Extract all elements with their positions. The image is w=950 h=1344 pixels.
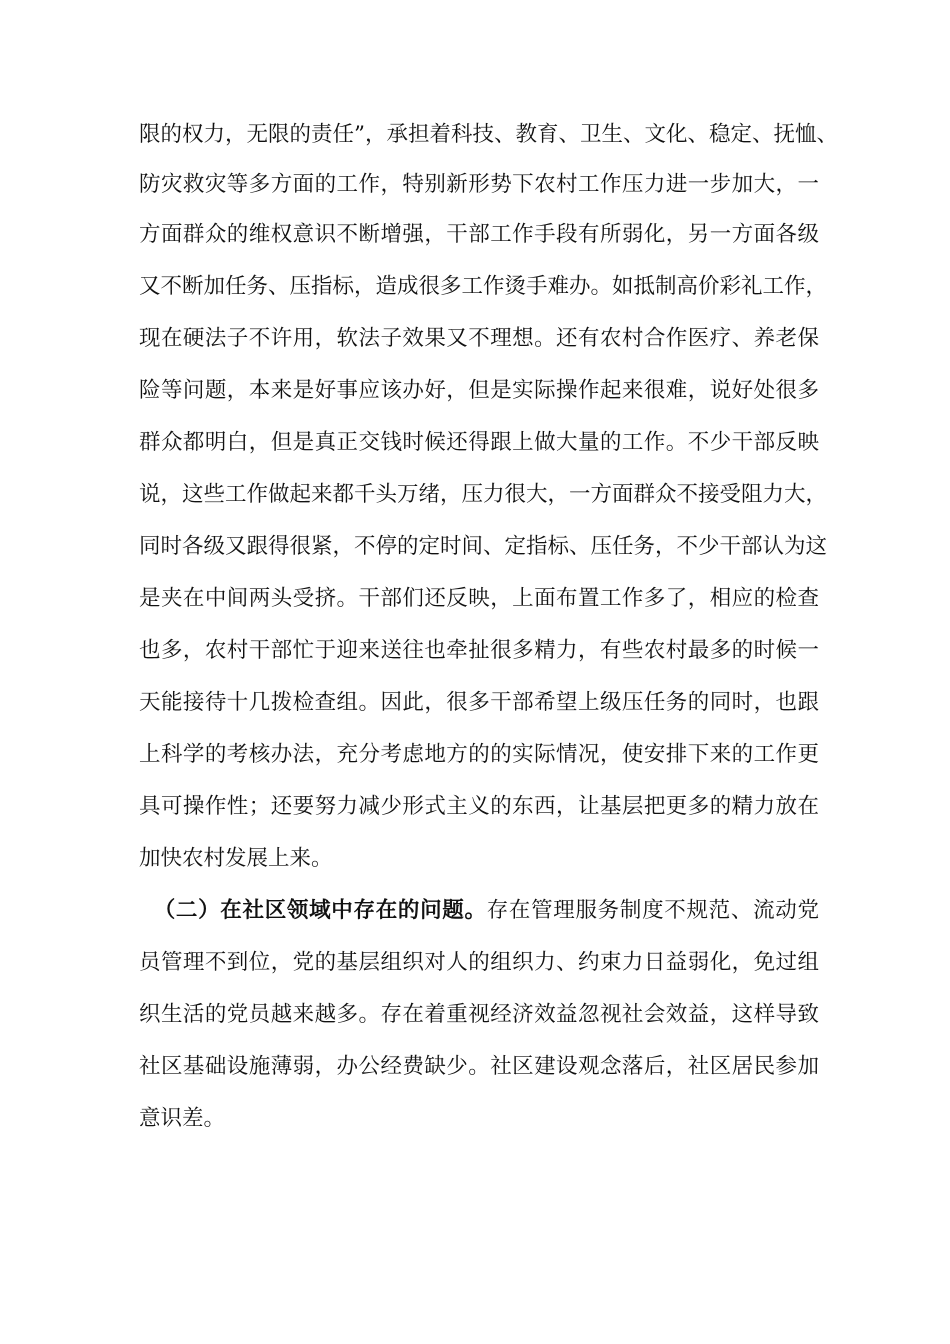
paragraph-1-line: 也多，农村干部忙于迎来送往也牵扯很多精力，有些农村最多的时候一 <box>139 638 819 663</box>
paragraph-1-line: 又不断加任务、压指标，造成很多工作烫手难办。如抵制高价彩礼工作， <box>139 274 828 299</box>
paragraph-1-line: 方面群众的维权意识不断增强，干部工作手段有所弱化，另一方面各级 <box>139 222 819 247</box>
paragraph-1-line: 具可操作性；还要努力减少形式主义的东西，让基层把更多的精力放在 <box>139 794 819 819</box>
paragraph-2-line: 员管理不到位，党的基层组织对人的组织力、约束力日益弱化，免过组 <box>139 950 819 975</box>
paragraph-1-line: 限的权力，无限的责任”，承担着科技、教育、卫生、文化、稳定、抚恤、 <box>139 122 838 147</box>
paragraph-2-first-line <box>139 896 819 926</box>
paragraph-1-line: 防灾救灾等多方面的工作，特别新形势下农村工作压力进一步加大，一 <box>139 172 819 197</box>
paragraph-1-line: 天能接待十几拨检查组。因此，很多干部希望上级压任务的同时，也跟 <box>139 690 819 715</box>
paragraph-2-line: 意识差。 <box>139 1106 226 1131</box>
paragraph-1-line: 是夹在中间两头受挤。干部们还反映，上面布置工作多了，相应的检查 <box>139 586 819 611</box>
paragraph-2-line: 织生活的党员越来越多。存在着重视经济效益忽视社会效益，这样导致 <box>139 1002 819 1027</box>
section-heading: （二）在社区领域中存在的问题。 <box>153 898 487 923</box>
paragraph-1-line: 同时各级又跟得很紧，不停的定时间、定指标、压任务，不少干部认为这 <box>139 534 828 559</box>
paragraph-1-line: 现在硬法子不许用，软法子效果又不理想。还有农村合作医疗、养老保 <box>139 326 819 351</box>
paragraph-1-line: 加快农村发展上来。 <box>139 846 333 871</box>
paragraph-1-line: 群众都明白，但是真正交钱时候还得跟上做大量的工作。不少干部反映 <box>139 430 819 455</box>
paragraph-2-line: 社区基础设施薄弱，办公经费缺少。社区建设观念落后，社区居民参加 <box>139 1054 819 1079</box>
paragraph-1-line: 险等问题，本来是好事应该办好，但是实际操作起来很难，说好处很多 <box>139 378 819 403</box>
paragraph-2-line-rest: 存在管理服务制度不规范、流动党 <box>486 898 819 923</box>
paragraph-1-line: 说，这些工作做起来都千头万绪，压力很大，一方面群众不接受阻力大， <box>139 482 828 507</box>
paragraph-1-line: 上科学的考核办法，充分考虑地方的的实际情况，使安排下来的工作更 <box>139 742 819 767</box>
